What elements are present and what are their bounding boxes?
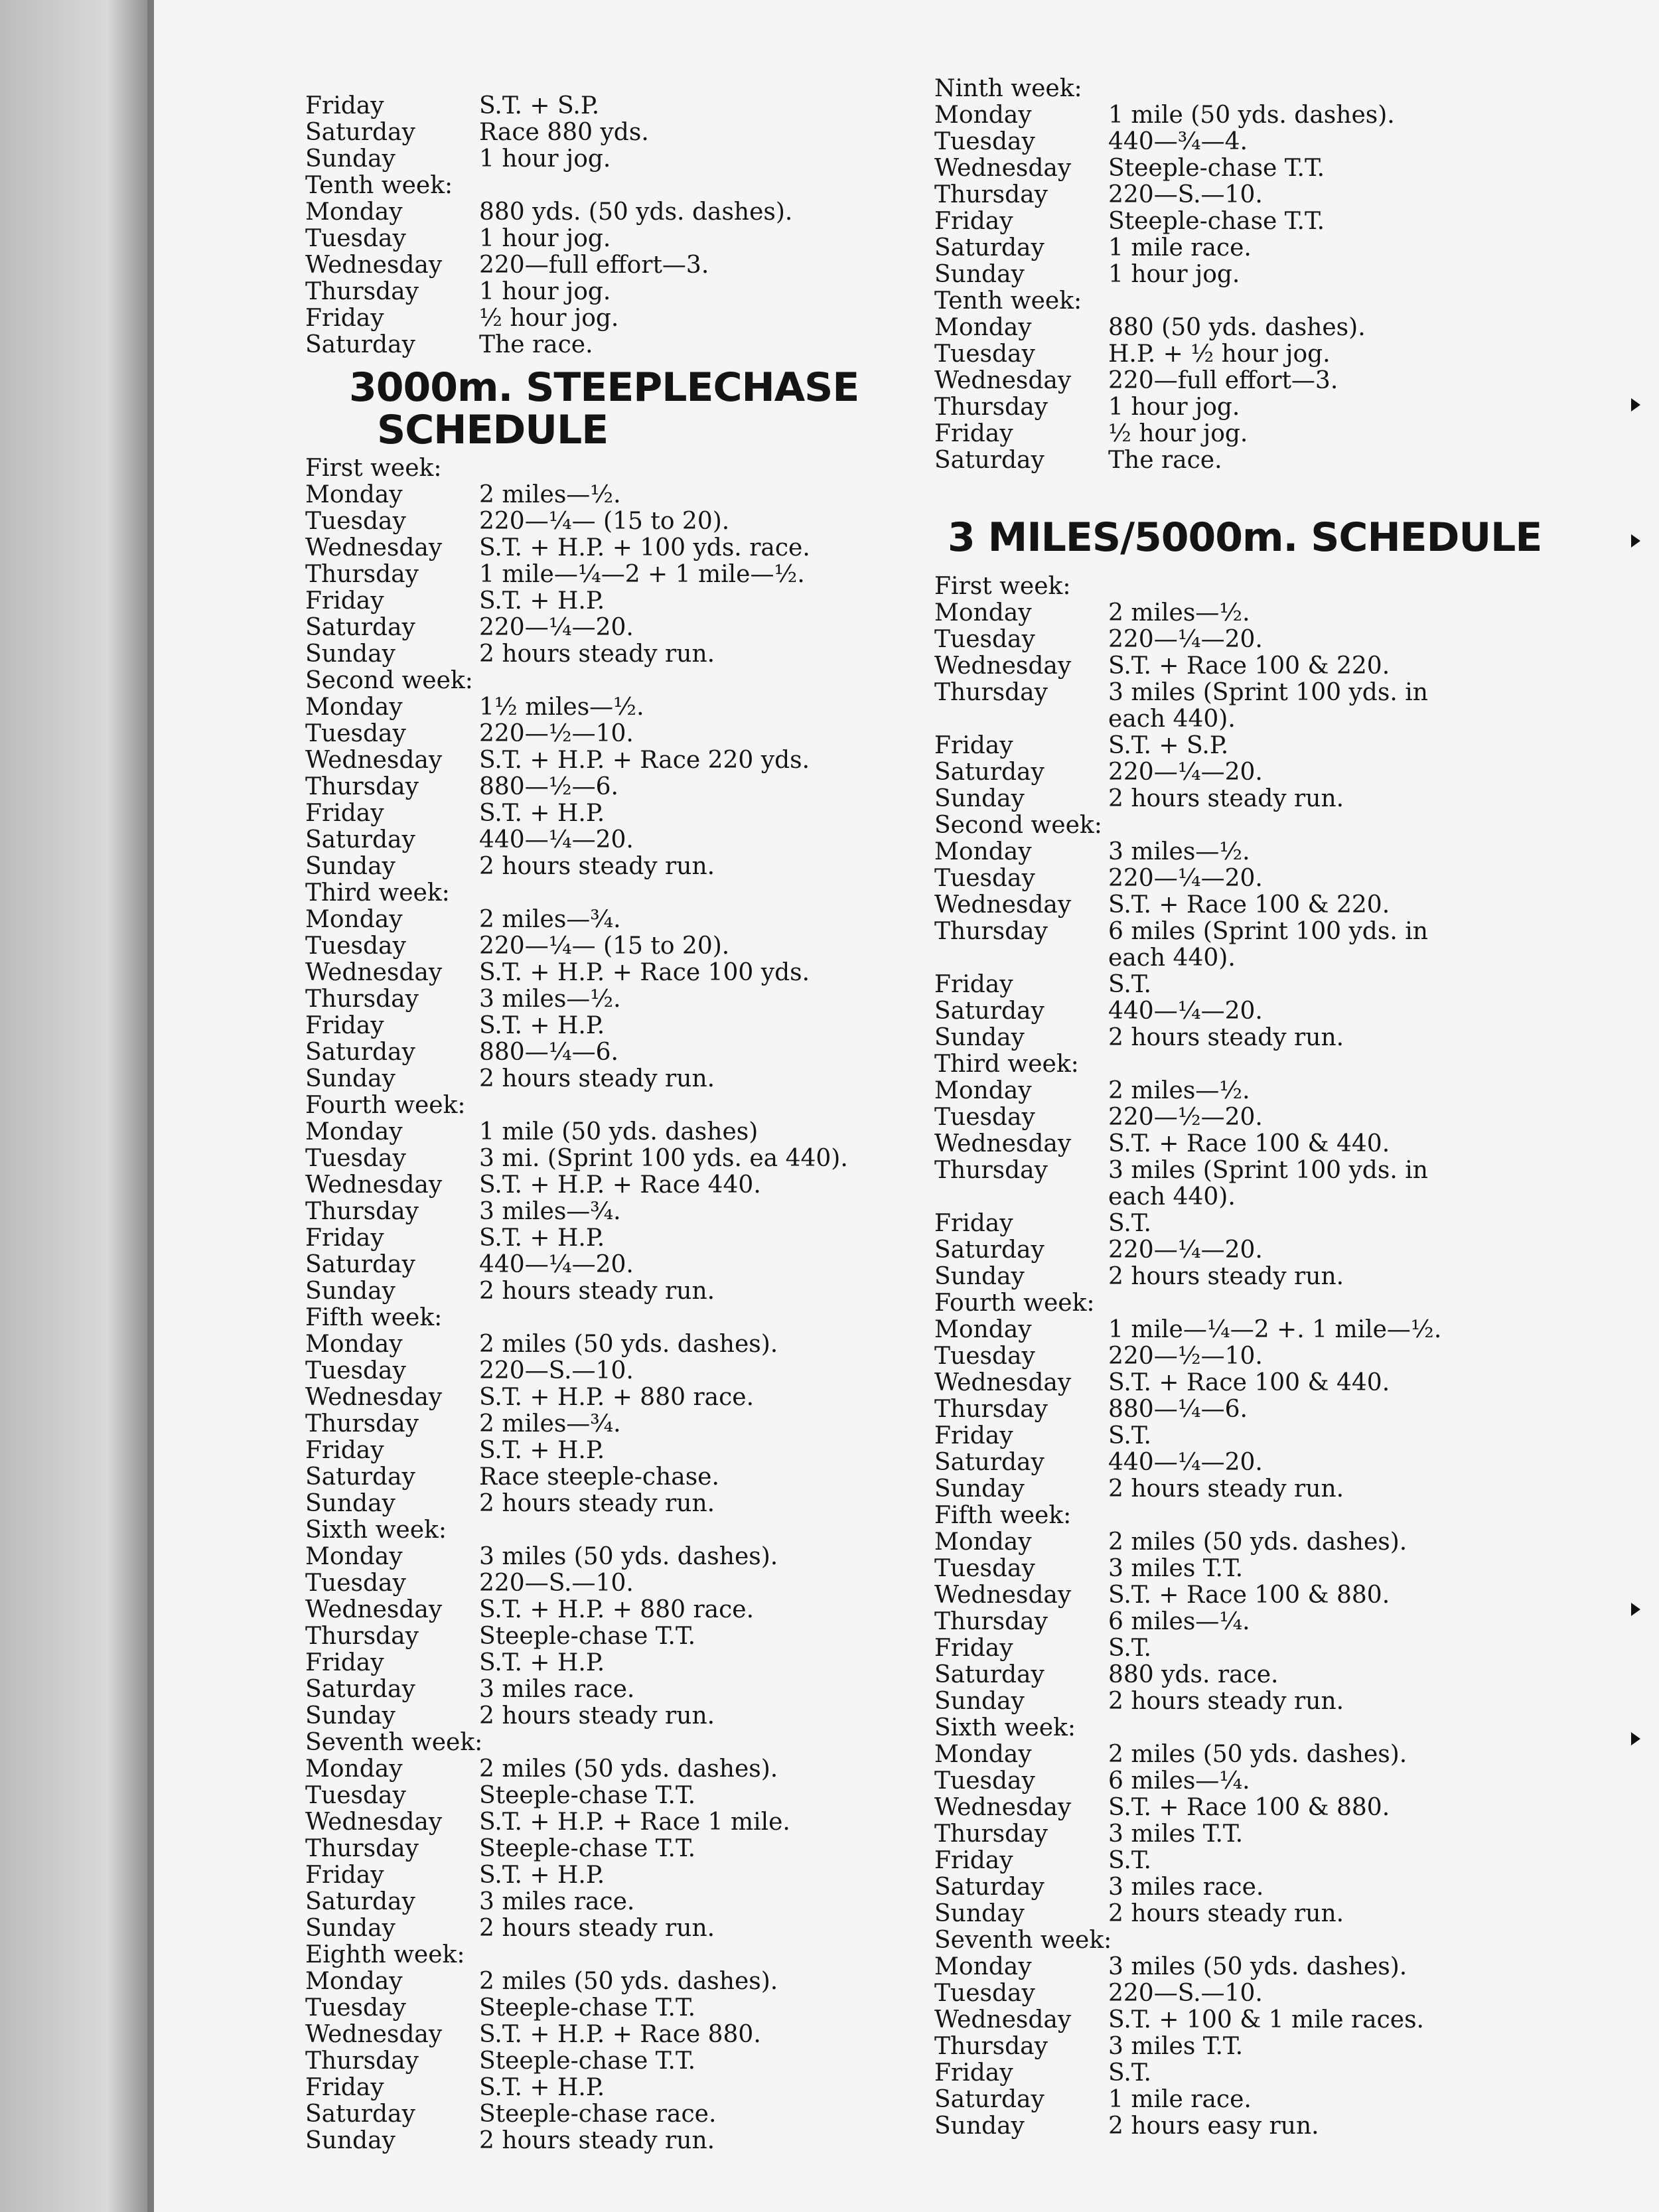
schedule-row: Saturday 3 miles race.: [305, 1888, 635, 1915]
schedule-row: Saturday 1 mile race.: [934, 2086, 1252, 2113]
schedule-row: Wednesday S.T. + H.P. + 880 race.: [305, 1384, 755, 1411]
schedule-row: Monday 1 mile (50 yds. dashes): [305, 1118, 758, 1145]
schedule-row: Wednesday S.T. + Race 100 & 220.: [934, 652, 1390, 680]
schedule-row: Wednesday S.T. + Race 100 & 440.: [934, 1369, 1390, 1396]
schedule-row: Saturday 220—¼—20.: [934, 759, 1263, 786]
schedule-row: Tuesday Steeple-chase T.T.: [305, 1994, 696, 2022]
schedule-row: Saturday 440—¼—20.: [305, 826, 634, 853]
schedule-row: Thursday Steeple-chase T.T.: [305, 1623, 696, 1650]
schedule-row: Friday Steeple-chase T.T.: [934, 208, 1325, 235]
schedule-row: Tuesday 3 miles T.T.: [934, 1555, 1244, 1582]
schedule-row: Saturday Steeple-chase race.: [305, 2101, 717, 2128]
schedule-row: Tuesday 220—S.—10.: [934, 1980, 1263, 2007]
schedule-row: Wednesday S.T. + Race 100 & 880.: [934, 1582, 1390, 1609]
schedule-row: Wednesday S.T. + H.P. + Race 440.: [305, 1171, 761, 1199]
schedule-row: Sunday 2 hours steady run.: [305, 640, 715, 668]
schedule-row: Tuesday H.P. + ½ hour jog.: [934, 340, 1331, 368]
schedule-row: Friday S.T. + S.P.: [934, 732, 1229, 759]
three-miles-later-weeks: [934, 1290, 1532, 2140]
schedule-row: Monday 3 miles (50 yds. dashes).: [934, 1953, 1407, 1980]
week-label: Sixth week:: [305, 1516, 447, 1544]
schedule-row: Saturday 440—¼—20.: [934, 997, 1263, 1025]
week-label: Eighth week:: [305, 1941, 465, 1968]
schedule-row: Sunday 2 hours steady run.: [305, 1490, 715, 1517]
week-label: Fifth week:: [934, 1502, 1072, 1529]
steeplechase-weeks: [305, 455, 916, 2154]
schedule-row: Tuesday 1 hour jog.: [305, 225, 611, 252]
schedule-row: Friday S.T. + H.P.: [305, 2074, 605, 2101]
schedule-row: Friday S.T. + S.P.: [305, 92, 600, 119]
schedule-row: Friday S.T.: [934, 1847, 1151, 1874]
schedule-row: Thursday 6 miles (Sprint 100 yds. in: [934, 918, 1428, 945]
schedule-row: Saturday 880—¼—6.: [305, 1039, 618, 1066]
schedule-row-continuation: each 440).: [1108, 705, 1236, 733]
week-label: Tenth week:: [934, 287, 1082, 315]
schedule-row: Wednesday Steeple-chase T.T.: [934, 155, 1325, 182]
schedule-row: Tuesday 220—½—10.: [934, 1343, 1263, 1370]
schedule-row: Thursday 880—¼—6.: [934, 1396, 1248, 1423]
schedule-row: Tuesday 220—S.—10.: [305, 1570, 634, 1597]
schedule-row: Monday 1½ miles—½.: [305, 694, 644, 721]
schedule-row: Monday 880 yds. (50 yds. dashes).: [305, 198, 793, 226]
facing-page-shadow: [0, 0, 153, 2212]
steeplechase-title: 3000m. STEEPLECHASE: [349, 364, 859, 411]
schedule-row: Thursday 3 miles (Sprint 100 yds. in: [934, 679, 1428, 706]
schedule-row: Thursday 220—S.—10.: [934, 181, 1263, 208]
week-label: Second week:: [305, 667, 473, 694]
schedule-row: Sunday 1 hour jog.: [934, 261, 1240, 288]
schedule-row: Thursday 2 miles—¾.: [305, 1410, 621, 1438]
schedule-row: Saturday Race steeple-chase.: [305, 1463, 719, 1491]
schedule-row: Friday ½ hour jog.: [305, 305, 619, 332]
schedule-row: Sunday 2 hours steady run.: [934, 785, 1344, 812]
schedule-row: Tuesday 220—½—20.: [934, 1104, 1263, 1131]
schedule-row: Tuesday 220—¼— (15 to 20).: [305, 932, 730, 960]
schedule-row: Sunday 2 hours steady run.: [305, 1702, 715, 1730]
week-label: Second week:: [934, 812, 1102, 839]
schedule-row: Friday S.T. + H.P.: [305, 1224, 605, 1252]
schedule-row: Thursday 3 miles—½.: [305, 986, 621, 1013]
schedule-row: Wednesday S.T. + Race 100 & 440.: [934, 1130, 1390, 1157]
schedule-row: Wednesday S.T. + H.P. + Race 220 yds.: [305, 747, 810, 774]
schedule-row: Sunday 2 hours steady run.: [305, 853, 715, 880]
schedule-row: Sunday 2 hours steady run.: [934, 1900, 1344, 1927]
steeplechase-title-2: SCHEDULE: [377, 407, 609, 453]
schedule-row: Friday S.T.: [934, 1210, 1151, 1237]
schedule-row: Tuesday 220—¼— (15 to 20).: [305, 508, 730, 535]
week-label: Tenth week:: [305, 172, 453, 199]
left-column: [305, 0, 916, 2154]
schedule-row: Tuesday 440—¾—4.: [934, 128, 1248, 155]
intro-rows: [305, 93, 916, 173]
schedule-row: Friday S.T. + H.P.: [305, 1437, 605, 1464]
three-miles-title: 3 MILES/5000m. SCHEDULE: [948, 514, 1542, 561]
schedule-row: Wednesday S.T. + H.P. + Race 100 yds.: [305, 959, 810, 986]
schedule-row: Friday S.T.: [934, 971, 1151, 998]
schedule-row: Wednesday S.T. + H.P. + Race 880.: [305, 2021, 761, 2048]
schedule-row: Thursday Steeple-chase T.T.: [305, 1835, 696, 1862]
schedule-row: Saturday 3 miles race.: [305, 1676, 635, 1703]
schedule-row: Monday 2 miles—¾.: [305, 906, 621, 933]
schedule-row: Sunday 2 hours steady run.: [305, 1278, 715, 1305]
schedule-row: Wednesday S.T. + H.P. + 880 race.: [305, 1596, 755, 1623]
ninth-week-rows: [934, 102, 1532, 288]
schedule-row: Tuesday 220—¼—20.: [934, 865, 1263, 892]
schedule-row: Thursday 3 miles—¾.: [305, 1198, 621, 1225]
schedule-row: Thursday 6 miles—¼.: [934, 1608, 1250, 1635]
schedule-row: Monday 3 miles (50 yds. dashes).: [305, 1543, 778, 1570]
schedule-row: Tuesday 6 miles—¼.: [934, 1767, 1250, 1795]
schedule-row: Sunday 2 hours steady run.: [305, 2127, 715, 2154]
week-label: Seventh week:: [305, 1729, 483, 1756]
schedule-row: Sunday 2 hours steady run.: [305, 1065, 715, 1092]
schedule-row: Monday 2 miles (50 yds. dashes).: [305, 1755, 778, 1783]
margin-mark: [1631, 534, 1640, 548]
schedule-row: Monday 2 miles (50 yds. dashes).: [934, 1528, 1407, 1556]
right-column: [934, 0, 1542, 2140]
schedule-row: Tuesday 3 mi. (Sprint 100 yds. ea 440).: [305, 1145, 848, 1172]
schedule-row: Thursday 3 miles T.T.: [934, 2033, 1244, 2060]
schedule-row: Wednesday 220—full effort—3.: [305, 252, 709, 279]
schedule-row: Friday ½ hour jog.: [934, 420, 1248, 447]
schedule-row: Saturday The race.: [305, 331, 593, 358]
schedule-row: Monday 1 mile—¼—2 +. 1 mile—½.: [934, 1316, 1442, 1343]
schedule-row: Tuesday Steeple-chase T.T.: [305, 1782, 696, 1809]
schedule-row: Monday 2 miles (50 yds. dashes).: [934, 1741, 1407, 1768]
schedule-row: Saturday 1 mile race.: [934, 234, 1252, 261]
schedule-row: Sunday 1 hour jog.: [305, 145, 611, 173]
schedule-row: Friday S.T. + H.P.: [305, 1649, 605, 1676]
schedule-row: Wednesday S.T. + H.P. + 100 yds. race.: [305, 534, 810, 561]
schedule-row: Monday 3 miles—½.: [934, 838, 1250, 865]
schedule-row: Tuesday 220—S.—10.: [305, 1357, 634, 1384]
schedule-row: Saturday 220—¼—20.: [305, 614, 634, 641]
tenth-week-rows: [305, 199, 916, 358]
schedule-row: Sunday 2 hours steady run.: [934, 1024, 1344, 1051]
week-label: Sixth week:: [934, 1714, 1076, 1741]
margin-mark: [1631, 1603, 1640, 1616]
schedule-row: Friday S.T. + H.P.: [305, 1012, 605, 1039]
schedule-row: Sunday 2 hours steady run.: [934, 1475, 1344, 1503]
schedule-row: Sunday 2 hours easy run.: [934, 2112, 1319, 2140]
schedule-row: Tuesday 220—½—10.: [305, 720, 634, 747]
schedule-row: Monday 2 miles—½.: [934, 599, 1250, 627]
tenth-week-rows: [934, 315, 1532, 474]
schedule-row: Saturday Race 880 yds.: [305, 119, 649, 146]
schedule-row: Wednesday S.T. + H.P. + Race 1 mile.: [305, 1808, 790, 1836]
schedule-row: Monday 880 (50 yds. dashes).: [934, 314, 1366, 341]
schedule-row: Wednesday S.T. + Race 100 & 880.: [934, 1794, 1390, 1821]
schedule-row: Friday S.T.: [934, 2059, 1151, 2087]
schedule-row: Thursday 880—½—6.: [305, 773, 618, 800]
week-label: Third week:: [934, 1051, 1079, 1078]
schedule-row: Saturday 3 miles race.: [934, 1874, 1264, 1901]
schedule-row: Friday S.T.: [934, 1635, 1151, 1662]
schedule-row: Wednesday S.T. + Race 100 & 220.: [934, 891, 1390, 919]
week-label: Fourth week:: [934, 1290, 1095, 1317]
schedule-row: Thursday Steeple-chase T.T.: [305, 2047, 696, 2075]
schedule-row: Saturday 440—¼—20.: [934, 1449, 1263, 1476]
schedule-row: Sunday 2 hours steady run.: [934, 1688, 1344, 1715]
week-label: Seventh week:: [934, 1927, 1112, 1954]
schedule-row: Monday 2 miles (50 yds. dashes).: [305, 1968, 778, 1995]
schedule-row-continuation: each 440).: [1108, 944, 1236, 972]
schedule-row: Friday S.T.: [934, 1422, 1151, 1449]
margin-mark: [1631, 1732, 1640, 1745]
schedule-row: Monday 1 mile (50 yds. dashes).: [934, 102, 1395, 129]
week-label: First week:: [934, 573, 1071, 600]
schedule-row: Thursday 3 miles T.T.: [934, 1820, 1244, 1848]
schedule-row: Thursday 1 hour jog.: [305, 278, 611, 305]
schedule-row: Friday S.T. + H.P.: [305, 800, 605, 827]
margin-mark: [1631, 398, 1640, 411]
schedule-row: Saturday 440—¼—20.: [305, 1251, 634, 1278]
schedule-row: Saturday The race.: [934, 447, 1222, 474]
week-label: Fifth week:: [305, 1304, 443, 1331]
schedule-row: Sunday 2 hours steady run.: [934, 1263, 1344, 1290]
page-edge: [147, 0, 154, 2212]
week-label: First week:: [305, 455, 442, 482]
schedule-row: Wednesday 220—full effort—3.: [934, 367, 1338, 394]
week-label: Fourth week:: [305, 1092, 466, 1119]
schedule-row: Saturday 880 yds. race.: [934, 1661, 1279, 1688]
schedule-row: Monday 2 miles—½.: [934, 1077, 1250, 1104]
schedule-row: Monday 2 miles (50 yds. dashes).: [305, 1331, 778, 1358]
schedule-row: Thursday 1 hour jog.: [934, 394, 1240, 421]
schedule-row: Friday S.T. + H.P.: [305, 1862, 605, 1889]
schedule-row: Thursday 1 mile—¼—2 + 1 mile—½.: [305, 561, 805, 588]
schedule-row-continuation: each 440).: [1108, 1183, 1236, 1211]
schedule-row: Wednesday S.T. + 100 & 1 mile races.: [934, 2006, 1424, 2033]
schedule-row: Friday S.T. + H.P.: [305, 587, 605, 615]
schedule-row: Sunday 2 hours steady run.: [305, 1915, 715, 1942]
week-label: Third week:: [305, 879, 450, 907]
week-label: Ninth week:: [934, 75, 1082, 102]
schedule-row: Tuesday 220—¼—20.: [934, 626, 1263, 653]
schedule-row: Thursday 3 miles (Sprint 100 yds. in: [934, 1157, 1428, 1184]
schedule-row: Saturday 220—¼—20.: [934, 1236, 1263, 1264]
schedule-row: Monday 2 miles—½.: [305, 481, 621, 508]
